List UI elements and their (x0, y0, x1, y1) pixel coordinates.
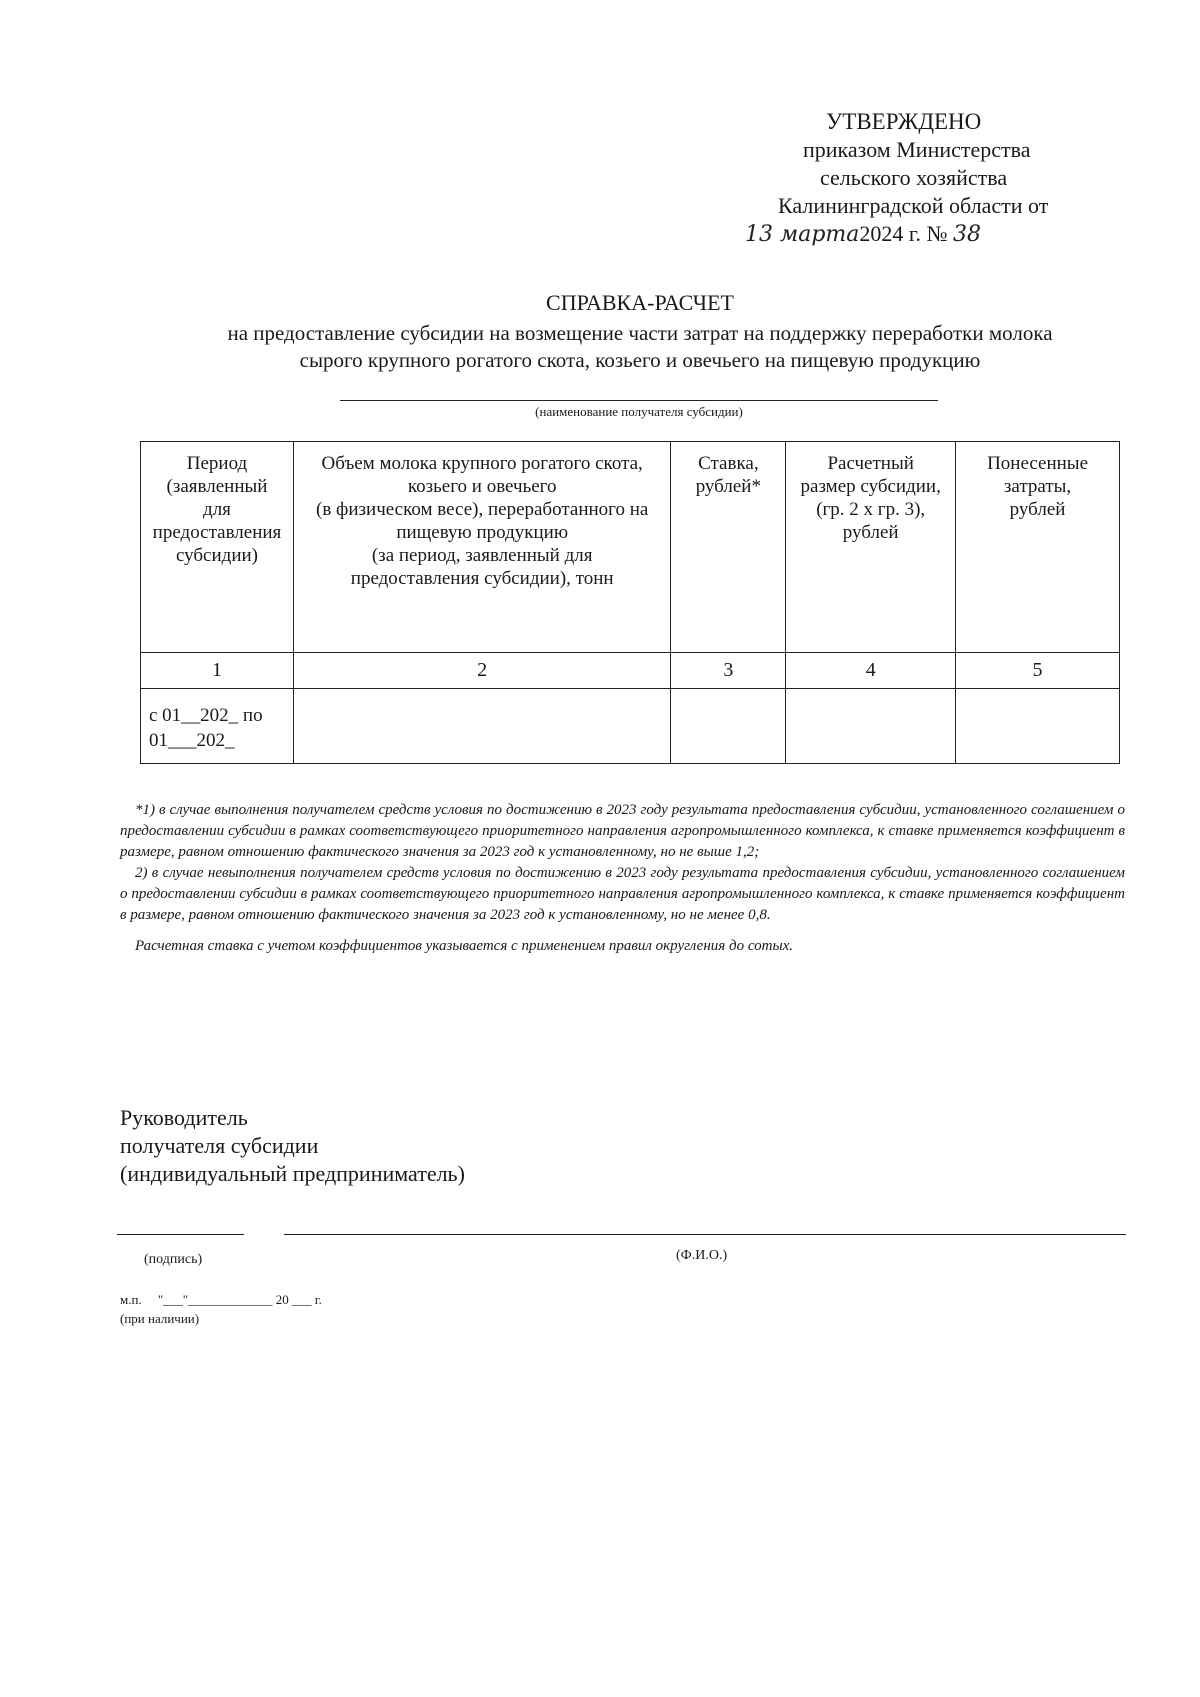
cell-rate[interactable] (671, 689, 786, 764)
subtitle-line-1: на предоставление субсидии на возмещение части затрат на поддержку переработки молока (227, 321, 1053, 345)
signatory-block (120, 1104, 465, 1188)
cell-period[interactable]: с 01__202_ по 01___202_ (141, 689, 294, 764)
signatory-line-1: Руководитель (120, 1105, 248, 1130)
table-row (141, 689, 1120, 764)
recipient-caption: (наименование получателя субсидии) (535, 404, 743, 419)
approval-number-handwritten: 38 (952, 222, 981, 247)
signatory-line-3: (индивидуальный предприниматель) (120, 1161, 465, 1186)
stamp-note: (при наличии) (120, 1311, 200, 1326)
recipient-name-line (340, 400, 938, 401)
approval-block (745, 108, 1049, 249)
signature-line (117, 1234, 244, 1235)
footnote-2: 2) в случае невыполнения получателем средств условия по достижению в 2023 году результата предоставления субсидии, установленного соглашением о предоставлении субсидии в рамках соответствующего приоритетного направления агропромышленного комплекса, к ставке применяется коэффициент в размере, равном отношению фактического значения за 2023 год к установленному, но не менее 0,8. (120, 865, 1125, 923)
column-number-row (141, 653, 1120, 689)
column-number: 5 (956, 653, 1120, 689)
footnotes (120, 800, 1125, 957)
table-header-row (141, 442, 1120, 653)
calculation-table (140, 441, 1120, 764)
approval-date-line (745, 220, 1048, 249)
approval-line-3: Калининградской области от (778, 193, 1049, 218)
approval-line-2: сельского хозяйства (820, 165, 1008, 190)
document-subtitle (140, 320, 1140, 374)
document-title: СПРАВКА-РАСЧЕТ (546, 290, 734, 315)
approval-line-1: приказом Министерства (803, 137, 1031, 162)
header-period: Период (заявленный для предоставления субсидии) (141, 442, 294, 653)
fio-line (284, 1234, 1126, 1235)
column-number: 3 (671, 653, 786, 689)
header-subsidy-amount: Расчетный размер субсидии, (гр. 2 х гр. 3), рублей (786, 442, 956, 653)
footnote-rounding: Расчетная ставка с учетом коэффициентов указывается с применением правил округления до сотых. (135, 938, 794, 954)
column-number: 2 (293, 653, 670, 689)
column-number: 4 (786, 653, 956, 689)
subtitle-line-2: сырого крупного рогатого скота, козьего и овечьего на пищевую продукцию (299, 348, 981, 372)
cell-costs-incurred[interactable] (956, 689, 1120, 764)
fio-caption: (Ф.И.О.) (676, 1248, 728, 1263)
stamp-date-line: м.п. "___"_____________ 20 ___ г. (120, 1292, 322, 1307)
footnote-1: *1) в случае выполнения получателем средств условия по достижению в 2023 году результата предоставления субсидии, установленного соглашением о предоставлении субсидии в рамках соответствующего приоритетного направления агропромышленного комплекса, к ставке применяется коэффициент в размере, равном отношению фактического значения за 2023 год к установленному, но не выше 1,2; (120, 802, 1125, 860)
signature-caption: (подпись) (144, 1252, 203, 1267)
header-rate: Ставка, рублей* (671, 442, 786, 653)
column-number: 1 (141, 653, 294, 689)
cell-milk-volume[interactable] (293, 689, 670, 764)
header-milk-volume: Объем молока крупного рогатого скота, козьего и овечьего (в физическом весе), переработанного на пищевую продукцию (за период, заявленный для предоставления субсидии), тонн (293, 442, 670, 653)
header-costs-incurred: Понесенные затраты, рублей (956, 442, 1120, 653)
cell-subsidy-amount[interactable] (786, 689, 956, 764)
approval-date-handwritten: 13 марта (745, 222, 860, 247)
signatory-line-2: получателя субсидии (120, 1133, 319, 1158)
approval-heading: УТВЕРЖДЕНО (826, 109, 982, 134)
approval-year: 2024 г. № (859, 221, 948, 246)
